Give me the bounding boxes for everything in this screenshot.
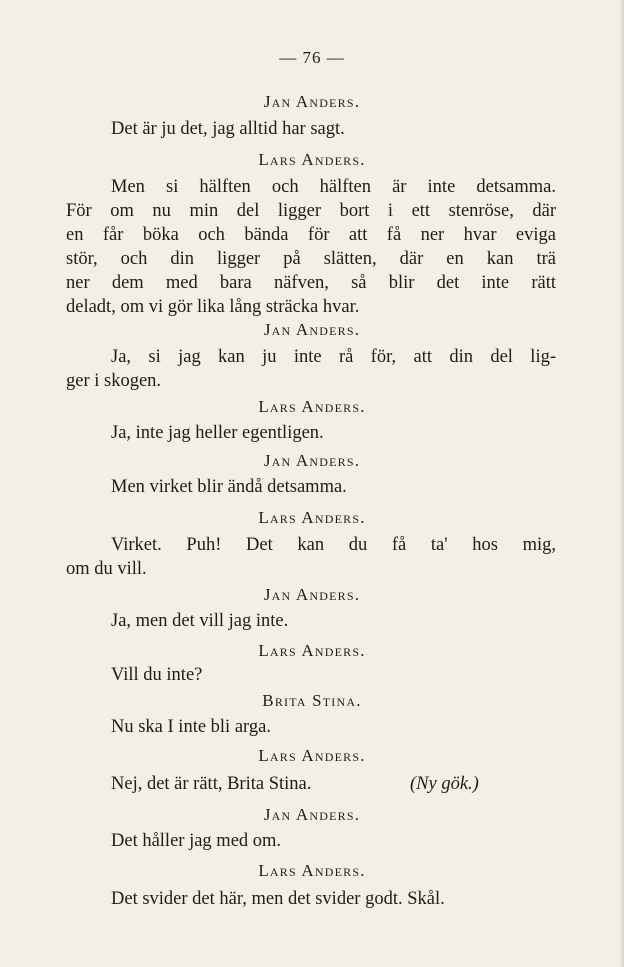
dialogue-line: Ja, inte jag heller egentligen. — [111, 423, 324, 443]
page-edge-shadow — [619, 0, 624, 967]
dialogue-line: ger i skogen. — [66, 371, 162, 391]
dialogue-line: Nu ska I inte bli arga. — [111, 717, 271, 737]
dialogue-line: Virket. Puh! Det kan du få ta' hos mig, — [111, 535, 556, 555]
speaker-name: Lars Anders. — [258, 861, 366, 880]
page-number: — 76 — — [279, 48, 345, 67]
dialogue-line: Det håller jag med om. — [111, 831, 282, 851]
speaker-name: Jan Anders. — [263, 320, 361, 339]
speaker-name: Lars Anders. — [258, 150, 366, 169]
speaker-name: Jan Anders. — [263, 805, 361, 824]
speaker-name: Lars Anders. — [258, 746, 366, 765]
dialogue-line: stör, och din ligger på slätten, där en kan trä — [66, 249, 556, 269]
dialogue-line: en får böka och bända för att få ner hvar eviga — [66, 225, 556, 245]
dialogue-line: För om nu min del ligger bort i ett stenröse, där — [66, 201, 556, 221]
dialogue-line: Nej, det är rätt, Brita Stina. — [111, 774, 312, 794]
dialogue-line: Men virket blir ändå detsamma. — [111, 477, 347, 497]
speaker-name: Jan Anders. — [263, 451, 361, 470]
speaker-name: Jan Anders. — [263, 92, 361, 111]
speaker-name: Lars Anders. — [258, 641, 366, 660]
speaker-name: Lars Anders. — [258, 397, 366, 416]
dialogue-line: Det svider det här, men det svider godt. Skål. — [111, 889, 445, 909]
dialogue-line: Det är ju det, jag alltid har sagt. — [111, 119, 345, 139]
dialogue-line: ner dem med bara näfven, så blir det inte rätt — [66, 273, 556, 293]
speaker-name: Brita Stina. — [262, 691, 362, 710]
dialogue-line: Ja, men det vill jag inte. — [111, 611, 289, 631]
dialogue-line: Vill du inte? — [111, 665, 203, 685]
speaker-name: Lars Anders. — [258, 508, 366, 527]
stage-direction: (Ny gök.) — [410, 774, 479, 794]
dialogue-line: deladt, om vi gör lika lång sträcka hvar. — [66, 297, 360, 317]
dialogue-line: Ja, si jag kan ju inte rå för, att din del lig- — [111, 347, 556, 367]
speaker-name: Jan Anders. — [263, 585, 361, 604]
dialogue-line: om du vill. — [66, 559, 147, 579]
dialogue-line: Men si hälften och hälften är inte detsamma. — [111, 177, 556, 197]
